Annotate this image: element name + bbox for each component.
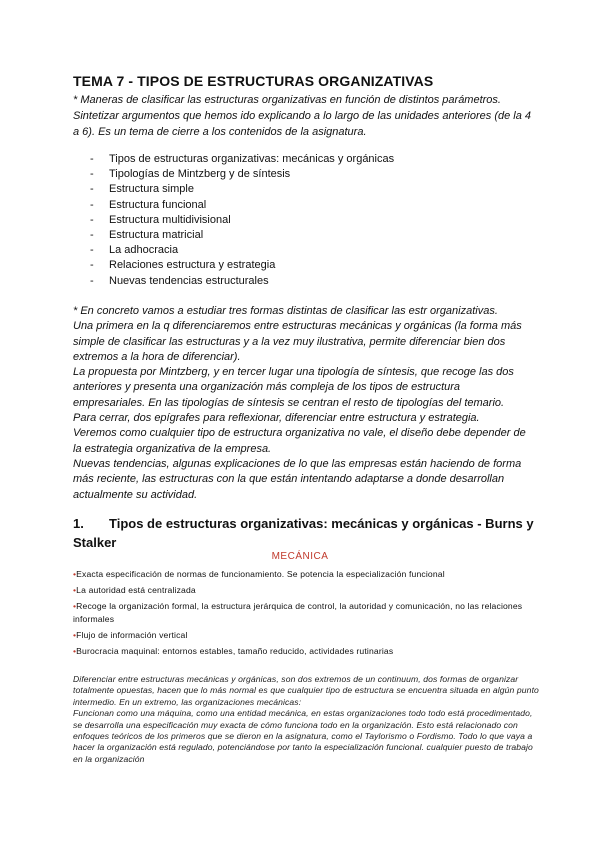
- list-item: [90, 274, 394, 289]
- list-item: [90, 228, 394, 243]
- bullet-icon: •: [73, 601, 77, 611]
- list-item: [73, 584, 535, 597]
- list-item-text: Tipologías de Mintzberg y de síntesis: [109, 168, 291, 181]
- detail-paragraph: Veremos como cualquier tipo de estructura organizativa no vale, el diseño debe depender de la estrategia organizativa de la empresa.: [73, 427, 526, 455]
- section-number: 1.: [73, 516, 84, 531]
- list-item-text: Nuevas tendencias estructurales: [109, 274, 269, 287]
- list-item-text: Tipos de estructuras organizativas: mecánicas y orgánicas: [109, 153, 395, 165]
- list-item: [90, 182, 394, 197]
- list-dash: -: [90, 168, 94, 181]
- list-item-text: La adhocracia: [109, 244, 179, 257]
- list-item: [90, 213, 394, 228]
- list-dash: -: [90, 244, 94, 257]
- section-heading: [73, 514, 543, 552]
- mecanica-explanation: [73, 674, 543, 765]
- list-dash: -: [90, 183, 94, 196]
- list-item: [73, 629, 535, 642]
- list-item: [90, 258, 394, 273]
- list-item-text: Estructura funcional: [109, 198, 207, 211]
- list-item: [90, 167, 394, 182]
- bullet-icon: •: [73, 569, 77, 579]
- detail-paragraph: * En concreto vamos a estudiar tres formas distintas de clasificar las estr organizativas.: [73, 305, 498, 317]
- list-dash: -: [90, 213, 94, 226]
- list-item-text: Estructura matricial: [109, 229, 204, 242]
- detail-paragraph: La propuesta por Mintzberg, y en tercer lugar una tipología de síntesis, que recoge las dos anteriores y presenta una organización más compleja de los tipos de estructura empresariales. En las tipologías de síntesis se centran el resto de tipologías del temario.: [73, 366, 514, 409]
- list-item-text: Estructura multidivisional: [109, 213, 231, 226]
- list-item-text: Exacta especificación de normas de funcionamiento. Se potencia la especialización funcional: [76, 569, 445, 579]
- mecanica-title: MECÁNICA: [271, 551, 329, 562]
- list-item-text: Relaciones estructura y estrategia: [109, 259, 276, 272]
- detail-section: [73, 304, 535, 503]
- list-dash: -: [90, 153, 94, 165]
- topic-list: [90, 152, 394, 289]
- explanation-paragraph: Funcionan como una máquina, como una entidad mecánica, en estas organizaciones todo todo está procedimentado, se desarrolla una especificación muy exacta de cómo funciona todo en la organización. Esto está relacionado con enfoques teóricos de los primeros que se dieron en la asignatura, como el Taylorismo o Fordismo. Todo lo que vaya a hacer la organización está regulado, potenciándose por tanto la especialización funcional. cualquier puesto de trabajo en la organización: [73, 708, 533, 764]
- list-item-text: La autoridad está centralizada: [76, 585, 196, 595]
- bullet-icon: •: [73, 645, 77, 656]
- list-item-text: Flujo de información vertical: [76, 629, 188, 640]
- list-dash: -: [90, 198, 94, 211]
- bullet-icon: •: [73, 585, 77, 595]
- list-item-text: Burocracia maquinal: entornos estables, tamaño reducido, actividades rutinarias: [76, 645, 394, 656]
- list-item: [73, 568, 535, 581]
- list-item: [73, 645, 535, 658]
- page-title: TEMA 7 - TIPOS DE ESTRUCTURAS ORGANIZATIVAS: [73, 73, 434, 89]
- list-dash: -: [90, 259, 94, 272]
- explanation-paragraph: Diferenciar entre estructuras mecánicas y orgánicas, son dos extremos de un continuum, dos formas de organizar totalmente opuestas, hacen que lo más normal es que cualquier tipo de estructura se encuentra situada en algún punto intermedio. En un extremo, las organizaciones mecánicas:: [73, 674, 539, 707]
- list-item: [73, 600, 535, 625]
- list-dash: -: [90, 274, 94, 287]
- detail-paragraph: Una primera en la q diferenciaremos entre estructuras mecánicas y orgánicas (la forma más simple de clasificar las estructuras y a la vez muy ilustrativa, permite diferenciar bien dos extremos a la hora de diferenciar).: [73, 320, 522, 363]
- detail-paragraph: Para cerrar, dos epígrafes para reflexionar, diferenciar entre estructura y estrategia.: [73, 412, 480, 425]
- list-item: [90, 243, 394, 258]
- section-heading-text: Tipos de estructuras organizativas: mecánicas y orgánicas - Burns y Stalker: [73, 516, 534, 550]
- list-item-text: Recoge la organización formal, la estructura jerárquica de control, la autoridad y comunicación, no las relaciones informales: [73, 601, 523, 624]
- detail-paragraph: Nuevas tendencias, algunas explicaciones de lo que las empresas están haciendo de forma más reciente, las estructuras con la que están intentando adaptarse a donde desarrollan actualmente su actividad.: [73, 457, 522, 501]
- mecanica-list: [73, 568, 535, 661]
- list-item: [90, 152, 394, 167]
- bullet-icon: •: [73, 629, 77, 640]
- intro-paragraph: * Maneras de clasificar las estructuras organizativas en función de distintos parámetros. Sintetizar argumentos que hemos ido explicando a lo largo de las unidades anteriores (de la 4 a 6). Es un tema de cierre a los contenidos de la asignatura.: [73, 94, 532, 138]
- list-item-text: Estructura simple: [109, 183, 194, 196]
- list-dash: -: [90, 229, 94, 242]
- list-item: [90, 198, 394, 213]
